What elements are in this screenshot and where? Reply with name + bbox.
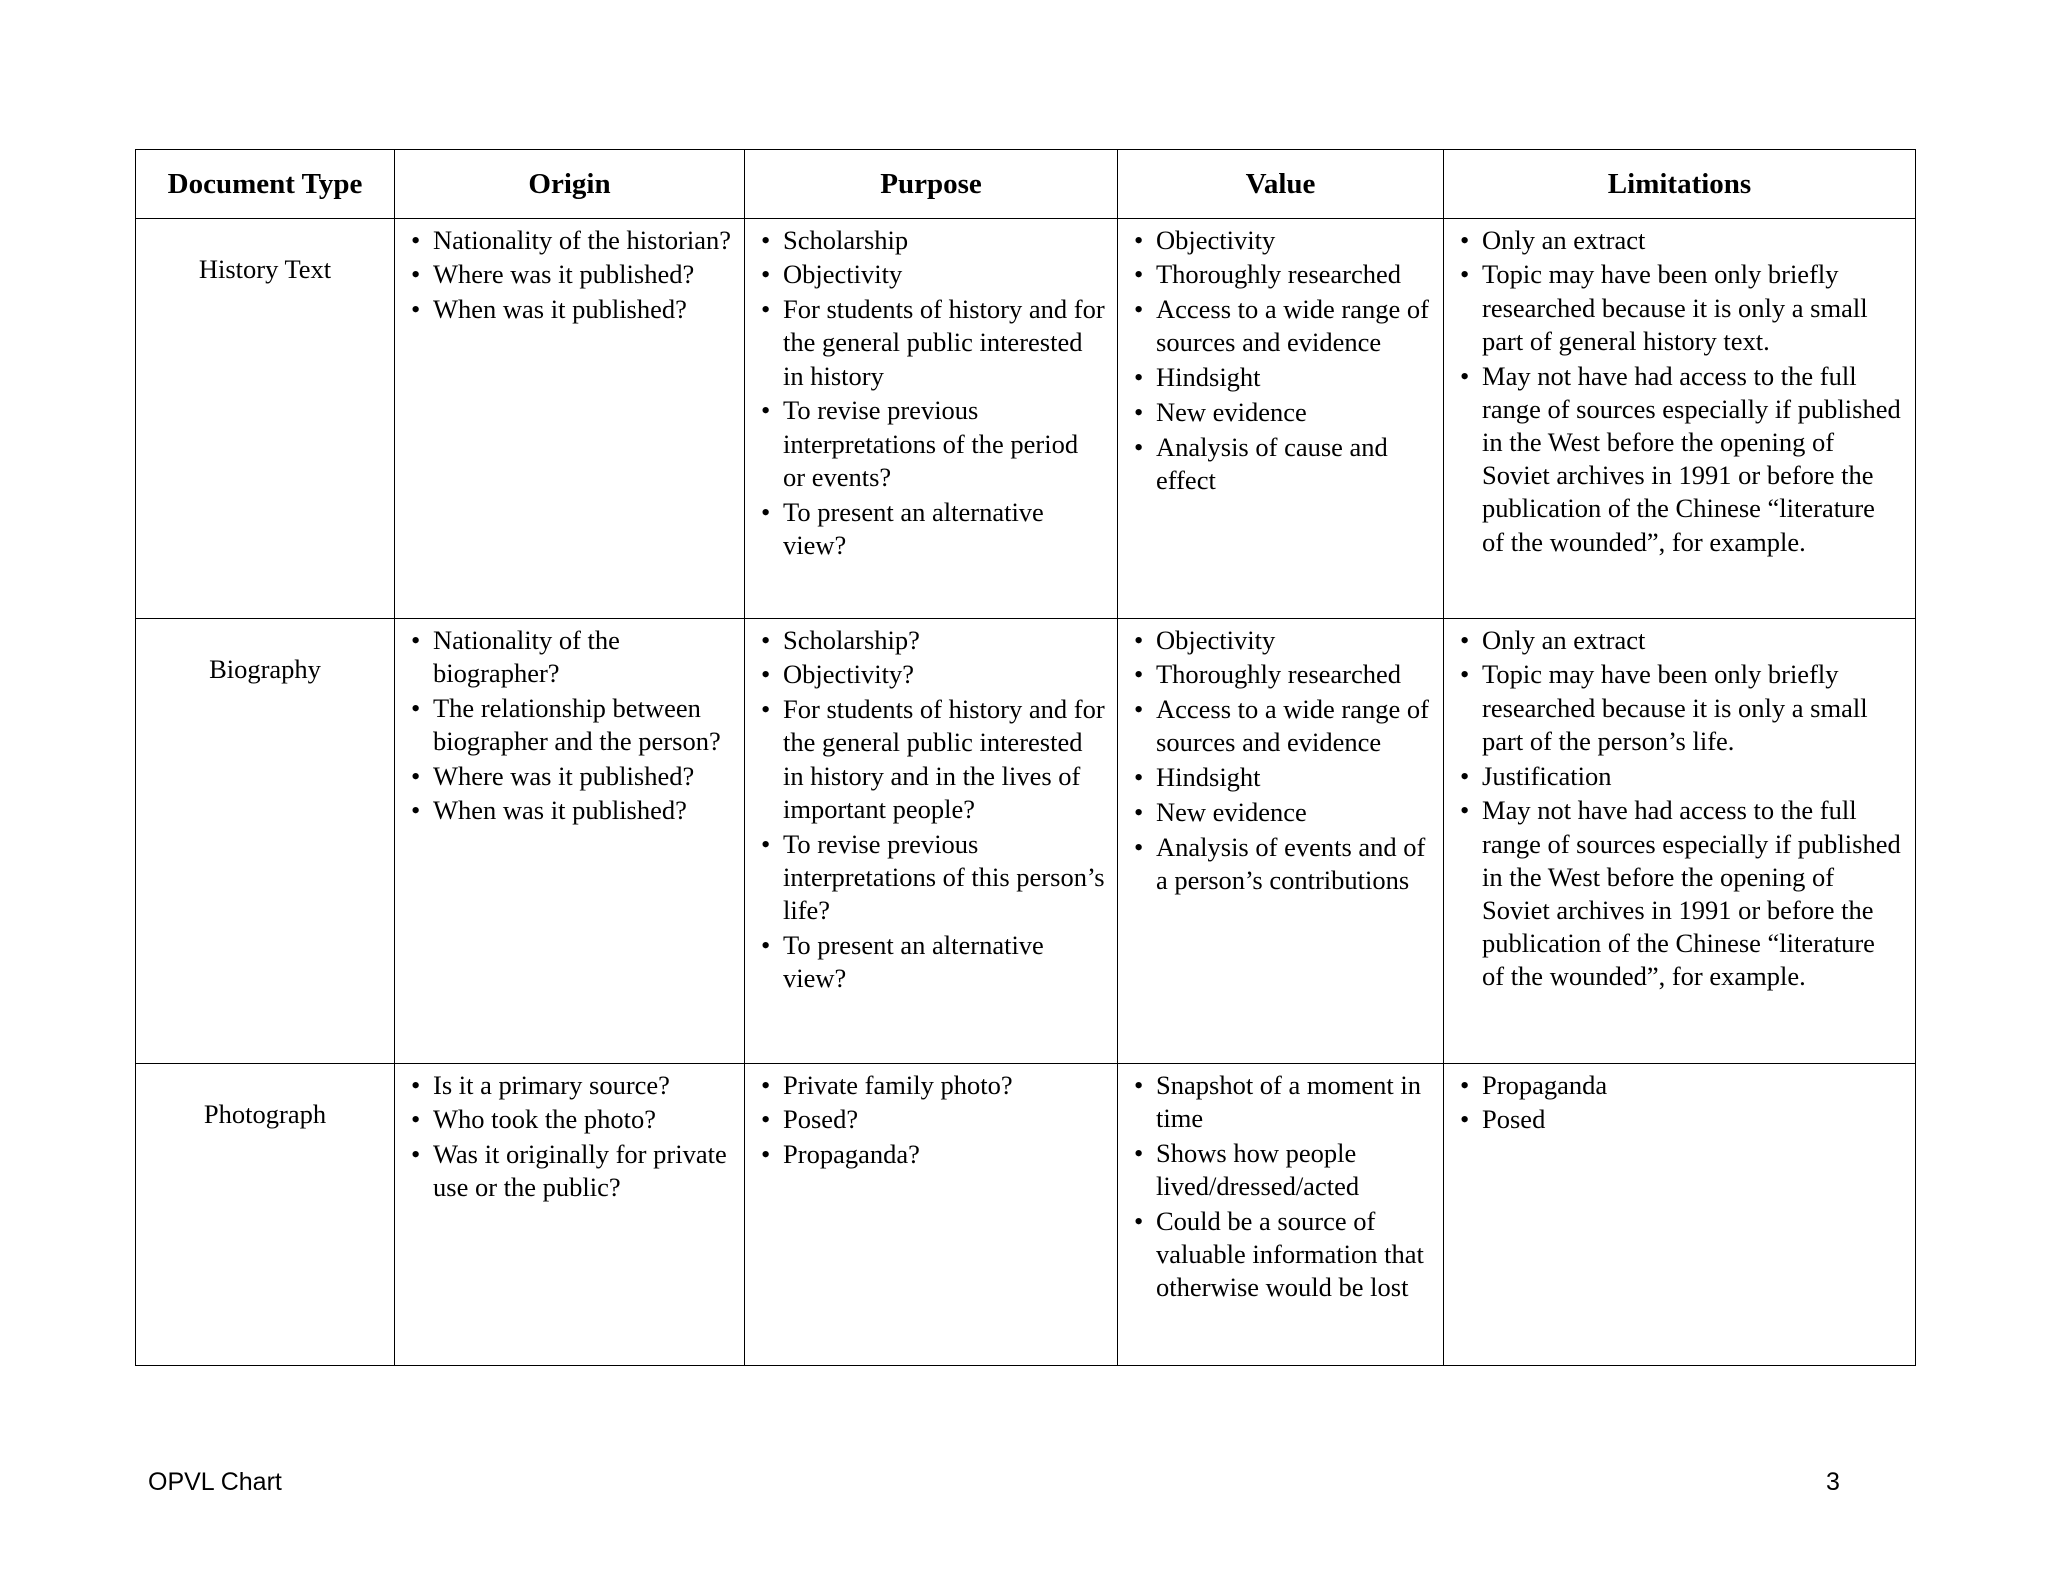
bullet-item: • Thoroughly researched	[1156, 658, 1431, 691]
purpose-list	[757, 224, 1105, 562]
bullet-item: • Propaganda	[1482, 1069, 1903, 1102]
purpose-cell	[745, 619, 1118, 1064]
bullet-item: • Where was it published?	[433, 760, 732, 793]
origin-list	[407, 624, 732, 828]
bullet-item: • Is it a primary source?	[433, 1069, 732, 1102]
bullet-item: • New evidence	[1156, 796, 1431, 829]
bullet-item: • Nationality of the historian?	[433, 224, 732, 257]
bullet-item: • Analysis of events and of a person’s contributions	[1156, 831, 1431, 897]
purpose-cell	[745, 1064, 1118, 1366]
origin-cell	[395, 1064, 745, 1366]
bullet-item: • Hindsight	[1156, 761, 1431, 794]
opvl-table	[135, 149, 1916, 1366]
value-cell	[1118, 619, 1444, 1064]
header-origin: Origin	[395, 150, 745, 219]
header-value: Value	[1118, 150, 1444, 219]
bullet-item: • To revise previous interpretations of the period or events?	[783, 394, 1105, 494]
bullet-item: • Private family photo?	[783, 1069, 1105, 1102]
value-list	[1130, 1069, 1431, 1305]
document-type-cell: Biography	[136, 619, 395, 1064]
bullet-item: • Objectivity	[783, 258, 1105, 291]
bullet-item: • Only an extract	[1482, 624, 1903, 657]
bullet-item: • For students of history and for the general public interested in history	[783, 293, 1105, 393]
bullet-item: • The relationship between biographer and the person?	[433, 692, 732, 758]
limitations-list	[1456, 224, 1903, 559]
limitations-list	[1456, 1069, 1903, 1137]
bullet-item: • When was it published?	[433, 794, 732, 827]
bullet-item: • To present an alternative view?	[783, 496, 1105, 562]
bullet-item: • Objectivity	[1156, 624, 1431, 657]
bullet-item: • Snapshot of a moment in time	[1156, 1069, 1431, 1135]
limitations-cell	[1444, 219, 1916, 619]
bullet-item: • Access to a wide range of sources and evidence	[1156, 693, 1431, 759]
bullet-item: • Justification	[1482, 760, 1903, 793]
value-cell	[1118, 219, 1444, 619]
bullet-item: • For students of history and for the general public interested in history and in the lives of important people?	[783, 693, 1105, 826]
bullet-item: • Nationality of the biographer?	[433, 624, 732, 690]
bullet-item: • May not have had access to the full range of sources especially if published in the West before the opening of Soviet archives in 1991 or before the publication of the Chinese “literature of the wounded”, for example.	[1482, 360, 1903, 559]
bullet-item: • Topic may have been only briefly researched because it is only a small part of the person’s life.	[1482, 658, 1903, 758]
bullet-item: • Was it originally for private use or the public?	[433, 1138, 732, 1204]
table-row	[136, 1064, 1916, 1366]
header-purpose: Purpose	[745, 150, 1118, 219]
limitations-list	[1456, 624, 1903, 994]
bullet-item: • Thoroughly researched	[1156, 258, 1431, 291]
origin-list	[407, 1069, 732, 1205]
bullet-item: • New evidence	[1156, 396, 1431, 429]
limitations-cell	[1444, 619, 1916, 1064]
bullet-item: • Shows how people lived/dressed/acted	[1156, 1137, 1431, 1203]
bullet-item: • Posed	[1482, 1103, 1903, 1136]
bullet-item: • To present an alternative view?	[783, 929, 1105, 995]
bullet-item: • Objectivity?	[783, 658, 1105, 691]
value-list	[1130, 224, 1431, 498]
value-cell	[1118, 1064, 1444, 1366]
bullet-item: • When was it published?	[433, 293, 732, 326]
table-row	[136, 219, 1916, 619]
bullet-item: • Could be a source of valuable information that otherwise would be lost	[1156, 1205, 1431, 1305]
bullet-item: • Scholarship?	[783, 624, 1105, 657]
bullet-item: • Only an extract	[1482, 224, 1903, 257]
bullet-item: • Access to a wide range of sources and evidence	[1156, 293, 1431, 359]
bullet-item: • To revise previous interpretations of this person’s life?	[783, 828, 1105, 928]
purpose-list	[757, 1069, 1105, 1172]
header-document-type: Document Type	[136, 150, 395, 219]
header-limitations: Limitations	[1444, 150, 1916, 219]
bullet-item: • Propaganda?	[783, 1138, 1105, 1171]
table-row	[136, 619, 1916, 1064]
footer-title: OPVL Chart	[148, 1468, 282, 1496]
bullet-item: • Posed?	[783, 1103, 1105, 1136]
origin-cell	[395, 219, 745, 619]
bullet-item: • Objectivity	[1156, 224, 1431, 257]
value-list	[1130, 624, 1431, 898]
purpose-list	[757, 624, 1105, 996]
bullet-item: • Topic may have been only briefly researched because it is only a small part of general history text.	[1482, 258, 1903, 358]
header-row	[136, 150, 1916, 219]
origin-cell	[395, 619, 745, 1064]
bullet-item: • Who took the photo?	[433, 1103, 732, 1136]
limitations-cell	[1444, 1064, 1916, 1366]
page-number: 3	[1826, 1468, 1840, 1496]
document-type-cell: Photograph	[136, 1064, 395, 1366]
bullet-item: • May not have had access to the full range of sources especially if published in the West before the opening of Soviet archives in 1991 or before the publication of the Chinese “literature of the wounded”, for example.	[1482, 794, 1903, 993]
bullet-item: • Analysis of cause and effect	[1156, 431, 1431, 497]
bullet-item: • Where was it published?	[433, 258, 732, 291]
bullet-item: • Scholarship	[783, 224, 1105, 257]
purpose-cell	[745, 219, 1118, 619]
bullet-item: • Hindsight	[1156, 361, 1431, 394]
document-type-cell: History Text	[136, 219, 395, 619]
origin-list	[407, 224, 732, 327]
